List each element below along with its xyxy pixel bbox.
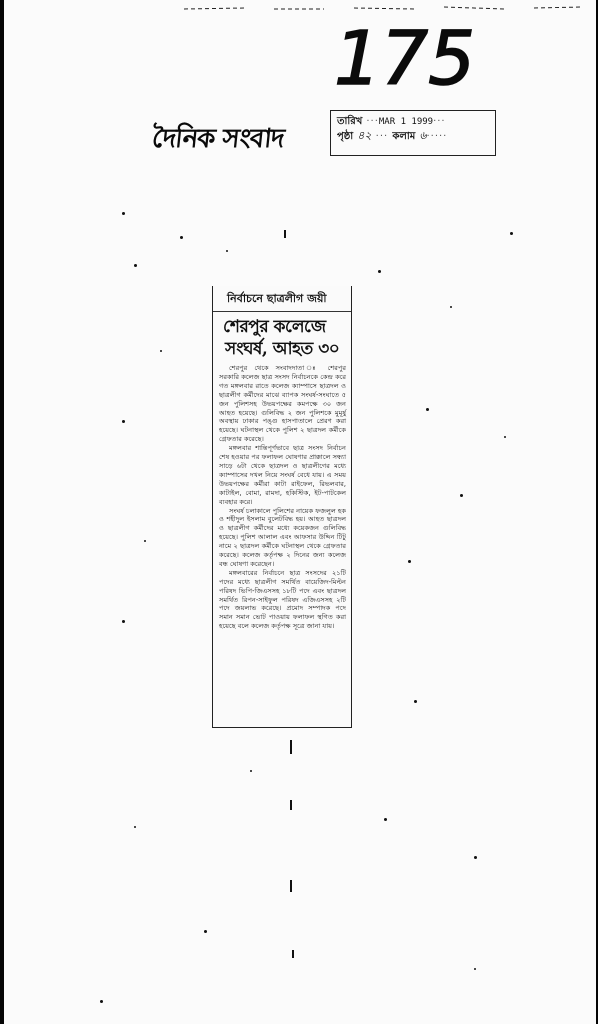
stamp-date-row xyxy=(337,115,489,129)
article-paragraph: সংঘর্ষ চলাকালে পুলিশের নায়েক ফজলুল হক ও শহীদুল ইসলাম বুলেটবিদ্ধ হয়। আহত ছাত্রদল ও ছাত্রলীগ কর্মীদের মধ্যে কয়েকজন গুলিবিদ্ধ হয়েছে। পুলিশ আলাল এবং আফসার উদ্দিন টিটু নামে ২ ছাত্রদল কর্মীকে ঘটনাস্থল থেকে গ্রেফতার করেছে। কলেজ কর্তৃপক্ষ ২ দিনের জন্য কলেজ বন্ধ ঘোষণা করেছেন। xyxy=(219,506,346,568)
stamp-date-label: তারিখ xyxy=(337,116,363,127)
newspaper-masthead: দৈনিক সংবাদ xyxy=(150,124,286,154)
scan-speck xyxy=(378,270,381,273)
scan-speck xyxy=(144,540,146,542)
stamp-dots: ····· xyxy=(426,131,448,142)
clipping-headline-line1: শেরপুর কলেজে xyxy=(223,317,326,337)
scan-speck xyxy=(180,236,183,239)
stamp-page-row xyxy=(337,129,489,144)
scan-mark xyxy=(284,230,286,238)
scan-speck xyxy=(160,350,162,352)
scan-speck xyxy=(414,700,417,703)
scan-speck xyxy=(510,232,513,235)
handwritten-number xyxy=(332,6,476,102)
article-paragraph: মঙ্গলবারের নির্বাচনে ছাত্র সংসদের ২১টি পদের মধ্যে ছাত্রলীগ সমর্থিত বায়েজিদ-মিল্টন পরিষদ ভিপি-জিএসসহ ১৮টি পদে এবং ছাত্রদল সমর্থিত রিপন-সাইফুল পরিষদ এজিএসসহ ২টি পদে জয়লাভ করেছে। প্রমোদ সম্পাদক পদে সমান সমান ভোট পাওয়ায় ফলাফল স্থগিত করা হয়েছে বলে কলেজ কর্তৃপক্ষ সূত্রে জানা যায়। xyxy=(219,568,346,631)
scanned-page xyxy=(4,0,596,1024)
stamp-dots: ··· xyxy=(433,116,446,127)
scan-speck xyxy=(100,1000,103,1003)
scan-speck xyxy=(204,930,207,933)
scan-speck xyxy=(460,494,463,497)
scan-speck xyxy=(474,968,476,970)
stamp-page-label: পৃষ্ঠা xyxy=(337,131,354,142)
clipping-article-body xyxy=(213,362,351,631)
scan-speck xyxy=(474,856,477,859)
scan-speck xyxy=(226,250,228,252)
stamp-dots: ··· xyxy=(366,116,379,127)
date-page-stamp xyxy=(330,110,496,156)
scan-mark xyxy=(290,800,292,810)
scan-speck xyxy=(384,818,387,821)
handwritten-number-text: 175 xyxy=(334,16,476,102)
scan-speck xyxy=(250,770,252,772)
scan-speck xyxy=(122,420,125,423)
scan-speck xyxy=(426,408,429,411)
scan-speck xyxy=(450,306,452,308)
stamp-date-value: MAR 1 1999 xyxy=(378,117,434,127)
scan-speck xyxy=(134,264,137,267)
scan-mark xyxy=(290,880,292,892)
scan-speck xyxy=(122,620,125,623)
scan-speck xyxy=(408,560,411,563)
stamp-page-value: ৪২ xyxy=(357,129,372,142)
scan-speck xyxy=(504,436,506,438)
article-paragraph: মঙ্গলবার শান্তিপূর্ণভাবে ছাত্র সংসদ নির্বাচন শেষ হওয়ার পর ফলাফল ঘোষণার প্রাক্কালে সন্ধ্যা সাড়ে ৬টা থেকে ছাত্রদল ও ছাত্রলীগের মধ্যে ক্যাম্পাসের দখল নিয়ে সংঘর্ষ বেধে যায়। এ সময় উভয়পক্ষের কর্মীরা কাটা রাইফেল, রিভলবার, কাটাইল, বোমা, রামদা, হকিস্টিক, ইট-পাটকেল ব্যবহার করে। xyxy=(219,444,346,506)
scan-speck xyxy=(122,212,125,215)
stamp-dots: ··· xyxy=(371,131,393,142)
scan-mark xyxy=(292,950,294,958)
stamp-column-value: ৬ xyxy=(419,129,427,142)
stamp-column-label: কলাম xyxy=(392,131,416,142)
scan-mark xyxy=(290,740,292,754)
scan-speck xyxy=(134,826,136,828)
clipping-headline-line2: সংঘর্ষ, আহত ৩০ xyxy=(225,339,340,359)
article-paragraph: শেরপুর থেকে সংবাদদাতা ঃ শেরপুর সরকারি কলেজ ছাত্র সংসদ নির্বাচনকে কেন্দ্র করে গত মঙ্গলবার রাতে কলেজ ক্যাম্পাসে ছাত্রদল ও ছাত্রলীগ কর্মীদের মাঝে ব্যাপক সংঘর্ষ-সংঘাতে ৫ জন পুলিশসহ উভয়পক্ষের কমপক্ষে ৩০ জন আহত হয়েছে। গুলিবিদ্ধ ২ জন পুলিশকে মুমূর্ষু অবস্থায় ঢাকার পঙ্গু হাসপাতালে প্রেরণ করা হয়েছে। ঘটনাস্থল থেকে পুলিশ ২ ছাত্রদল কর্মীকে গ্রেফতার করেছে। xyxy=(219,364,346,444)
clipping-kicker: নির্বাচনে ছাত্রলীগ জয়ী xyxy=(213,286,351,312)
newspaper-clipping xyxy=(212,286,352,728)
